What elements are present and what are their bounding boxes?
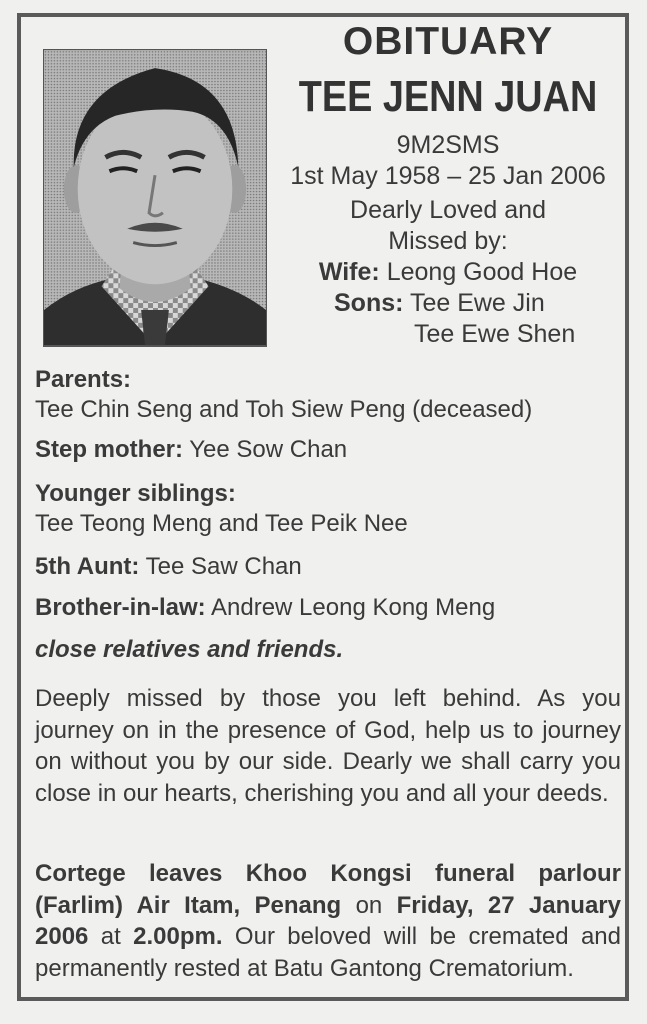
inlaw-line: Brother-in-law: Andrew Leong Kong Meng <box>35 594 496 621</box>
deceased-name: TEE JENN JUAN <box>298 72 598 121</box>
son-name: Tee Ewe Jin <box>409 289 545 317</box>
loved-line: Dearly Loved and <box>350 196 546 224</box>
cortege-notice: Cortege leaves Khoo Kongsi funeral parlour (Farlim) Air Itam, Penang on Friday, 27 January 2006 at 2.00pm. Our beloved will be cremated and permanently rested at Batu Gantong Crematorium. <box>35 860 621 982</box>
aunt-line: 5th Aunt: Tee Saw Chan <box>35 553 302 580</box>
parents-names: Tee Chin Seng and Toh Siew Peng (deceased) <box>35 396 533 423</box>
wife-name: Leong Good Hoe <box>386 258 578 286</box>
tribute-message: Deeply missed by those you left behind. As you journey on in the presence of God, help us to journey on without you by our side. Dearly we shall carry you close in our hearts, cherishing you and all your deeds. <box>35 685 621 807</box>
closing-line: close relatives and friends. <box>35 636 344 663</box>
wife-label: Wife: <box>318 258 380 286</box>
callsign: 9M2SMS <box>396 131 500 159</box>
son-name: Tee Ewe Shen <box>414 320 576 348</box>
portrait-photo <box>43 49 267 347</box>
missed-line: Missed by: <box>388 227 508 255</box>
stepmother-line: Step mother: Yee Sow Chan <box>35 436 348 463</box>
siblings-names: Tee Teong Meng and Tee Peik Nee <box>35 510 408 537</box>
siblings-label: Younger siblings: <box>35 480 236 507</box>
obituary-title: OBITUARY <box>342 20 554 63</box>
sons-line <box>272 289 545 318</box>
sons-label: Sons: <box>334 289 404 317</box>
wife-line <box>272 258 624 287</box>
life-dates: 1st May 1958 – 25 Jan 2006 <box>290 162 606 190</box>
parents-label: Parents: <box>35 366 132 393</box>
